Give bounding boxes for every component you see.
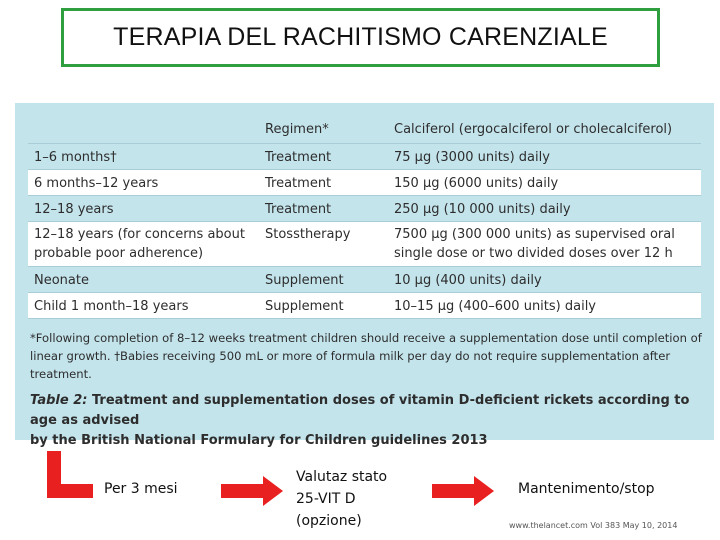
table-row — [28, 293, 701, 319]
row-age: Child 1 month–18 years — [34, 299, 189, 314]
header-regimen: Regimen* — [265, 122, 329, 137]
row-age — [34, 225, 245, 263]
row-dose-line-2: single dose or two divided doses over 12 h — [394, 246, 673, 261]
dosage-table — [28, 115, 701, 319]
footnote-line-2: linear growth. †Babies receiving 500 mL or more of formula milk per day do not require supplementation after treatment. — [30, 349, 671, 381]
row-dose-line-1: 7500 µg (300 000 units) as supervised oral — [394, 227, 675, 242]
row-regimen: Treatment — [265, 176, 332, 191]
right-arrow-icon — [221, 476, 283, 506]
step-evaluation-line-2: 25-VIT D — [296, 491, 356, 507]
row-dose: 75 µg (3000 units) daily — [394, 150, 550, 165]
row-regimen: Treatment — [265, 150, 332, 165]
table-row — [28, 170, 701, 196]
table-caption — [30, 391, 710, 451]
slide-title: TERAPIA DEL RACHITISMO CARENZIALE — [113, 23, 608, 51]
caption-line-1: Treatment and supplementation doses of vitamin D-deficient rickets according to age as advised — [30, 393, 690, 428]
row-dose: 10–15 µg (400–600 units) daily — [394, 299, 597, 314]
row-age: 6 months–12 years — [34, 176, 159, 191]
source-citation: www.thelancet.com Vol 383 May 10, 2014 — [509, 521, 678, 530]
row-dose: 250 µg (10 000 units) daily — [394, 202, 571, 217]
footnote-line-1: *Following completion of 8–12 weeks treatment children should receive a supplementation dose until completion of — [30, 331, 702, 345]
row-regimen: Treatment — [265, 202, 332, 217]
row-regimen: Supplement — [265, 273, 344, 288]
row-dose — [394, 225, 675, 263]
lancet-table-panel — [15, 103, 714, 448]
row-age: 12–18 years — [34, 202, 114, 217]
row-regimen: Stosstherapy — [265, 227, 351, 242]
title-box — [61, 8, 660, 67]
row-age-line-2: probable poor adherence) — [34, 246, 204, 261]
step-duration: Per 3 mesi — [104, 481, 178, 497]
table-row — [28, 222, 701, 267]
step-evaluation-line-1: Valutaz stato — [296, 469, 388, 485]
table-row — [28, 196, 701, 222]
table-footnote — [30, 329, 705, 383]
step-maintenance: Mantenimento/stop — [518, 481, 655, 497]
row-dose: 150 µg (6000 units) daily — [394, 176, 559, 191]
table-header-row — [28, 115, 701, 144]
row-age-line-1: 12–18 years (for concerns about — [34, 227, 245, 242]
table-row — [28, 267, 701, 293]
caption-line-2: by the British National Formulary for Children guidelines 2013 — [30, 433, 488, 448]
step-evaluation-line-3: (opzione) — [296, 513, 362, 529]
right-arrow-icon — [432, 476, 494, 506]
row-regimen: Supplement — [265, 299, 344, 314]
row-age: 1–6 months† — [34, 150, 117, 165]
header-calciferol: Calciferol (ergocalciferol or cholecalciferol) — [394, 122, 673, 137]
table-row — [28, 144, 701, 170]
row-age: Neonate — [34, 273, 89, 288]
row-dose: 10 µg (400 units) daily — [394, 273, 542, 288]
step-evaluation — [296, 466, 387, 532]
bracket-arrow-horizontal — [47, 484, 93, 498]
caption-lead: Table 2: — [30, 393, 88, 408]
